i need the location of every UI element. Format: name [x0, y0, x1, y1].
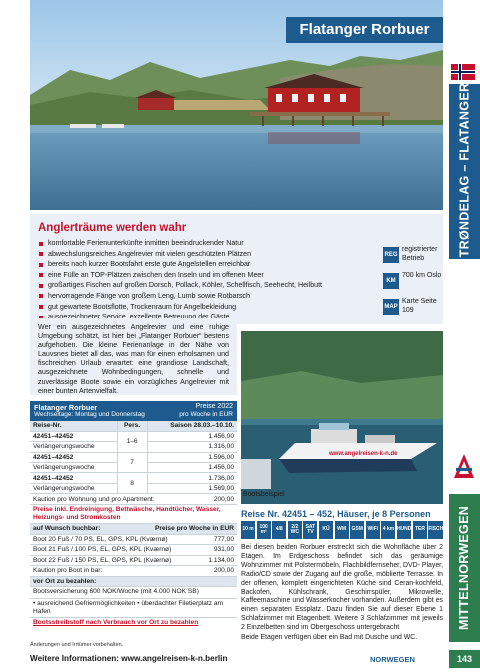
- feature-item: bereits nach kurzer Bootsfahrt erste gute Angelstellen erreichbar: [38, 259, 358, 270]
- wifi-icon: WiFi: [366, 521, 380, 539]
- boat-distance-icon: 4 km: [381, 521, 395, 539]
- washer-icon: WM: [335, 521, 349, 539]
- fact-distance: KM 700 km Oslo: [383, 272, 443, 296]
- price-grid: [30, 421, 237, 494]
- bath-icon: 2/2 WC: [288, 521, 302, 539]
- table-row: Verlängerungswoche 1.569,00: [30, 483, 237, 493]
- on-site-insurance: Bootsversicherung 600 NOK/Woche (mit 4.000 NOK SB): [30, 587, 237, 598]
- house-description-bath: Beide Etagen verfügen über ein Bad mit Dusche und WC.: [241, 634, 418, 642]
- intro-text: Wer ein ausgezeichnetes Angelrevier und eine ruhige Umgebung schätzt, ist hier bei „Flatanger Rorbuer“ bestens aufgehoben. Die kleine Ferienanlage in der Nähe von Lauvsnes bietet all das, was man für einen erholsamen und fischreichen Urlaub erwartet: eine grandiose Landschaft, ausgezeichnete Wohnbedingungen, schnelle und zuverlässige Boote sowie ein vorzügliches Angelrevier mit einer bunten Artenvielfalt.: [38, 323, 229, 395]
- distance-icon: KM: [383, 273, 399, 289]
- on-site-header: vor Ort zu bezahlen:: [30, 577, 237, 588]
- included-note: Preise inkl. Endreinigung, Bettwäsche, Handtücher, Wasser, Heizungs- und Stromkosten: [30, 505, 237, 524]
- boat-illustration: [241, 331, 443, 504]
- boats-header-row: auf Wunsch buchbar: Preise pro Woche in EUR: [30, 524, 237, 535]
- fuel-note: Bootsstreibstoff nach Verbrauch vor Ort zu bezahlen: [33, 619, 199, 627]
- footer-link[interactable]: Weitere Informationen: www.angelreisen-k-n.berlin: [30, 654, 228, 663]
- price-table: [30, 401, 237, 628]
- page-title: Flatanger Rorbuer: [286, 17, 443, 43]
- terrace-icon: TER: [413, 521, 427, 539]
- boat-deposit-row: Kaution pro Boot in bar: 200,00: [30, 566, 237, 577]
- angelreisen-logo-icon: [452, 452, 476, 480]
- beds-icon: 4/8: [272, 521, 286, 539]
- region-label: TRØNDELAG – FLATANGER: [457, 82, 471, 258]
- boat-photo: [241, 331, 443, 504]
- features-heading: Anglerträume werden wahr: [38, 222, 187, 234]
- fact-registered: REG registrierter Betrieb: [384, 246, 438, 262]
- photo-caption: Bootsbeispiel: [243, 491, 285, 498]
- boat-row: Boot 22 Fuß / 150 PS, EL, GPS, KPL (Kværnø) 1.134,00: [30, 556, 237, 567]
- house-title: Reise Nr. 42451 – 452, Häuser, je 8 Personen: [241, 509, 431, 519]
- feature-item: gut gewartete Bootsflotte, Trockenraum für Angelbekleidung: [38, 302, 358, 313]
- side-bar: [449, 0, 480, 672]
- distance-sea-icon: 10 m: [241, 521, 255, 539]
- kitchen-icon: KÜ: [319, 521, 333, 539]
- registered-icon: REG: [383, 247, 399, 263]
- table-header-row: Reise-Nr. Pers. Saison 28.03.–10.10.: [30, 421, 237, 431]
- house-description-text: Bei diesen beiden Rorbuer erstreckt sich die Wohnfläche über 2 Etagen. Im Erdgeschoss befindet sich das geräumige Wohnzimmer mit Polstermöbeln, Flachbildfernseher, DVD- Player, Radio/CD sowie der Zugang auf die große, möblierte Terrasse. In der offenen, komplett eingerichteten Küche sind Ceran-kochfeld, Backofen, Kühlschrank, Geschirrspüler, Mikrowelle, Kaffeemaschine und Wasserkocher vorhanden. Außerdem gibt es einen separaten Essplatz. Dazu finden Sie auf dieser Ebene 1 Schlafzimmer mit Etagenbett. Weitere 3 Schlafzimmer mit jeweils 2 Einzelbetten sind im Obergeschoss untergebracht: [241, 544, 443, 632]
- boat-hull-text: www.angelreisen-k-n.de: [329, 451, 398, 457]
- feature-item: eine Fülle an TOP-Plätzen zwischen den Inseln und im offenen Meer: [38, 270, 358, 281]
- area-icon: 100 m²: [257, 521, 271, 539]
- house-description: [241, 544, 443, 643]
- norway-flag-icon: [451, 64, 475, 80]
- price-table-header: Flatanger Rorbuer Wechseltage: Montag und Donnerstag Preise 2022 pro Woche in EUR: [30, 401, 237, 421]
- deposit-row: Kaution pro Wohnung und pro Apartment: 200,00: [30, 494, 237, 505]
- feature-item: hervorragende Fänge von großem Leng, Lumb sowie Rotbarsch: [38, 291, 358, 302]
- amenity-icons: [241, 521, 443, 541]
- footnote: Änderungen und Irrtümer vorbehalten.: [30, 642, 124, 648]
- fact-map[interactable]: MAP Karte Seite 109: [384, 298, 437, 314]
- on-site-facilities: • ausreichend Gefriermöglichkeiten • überdachter Filetierplatz am Hafen: [30, 599, 237, 619]
- table-row: 42451–42452 7 1.596,00: [30, 452, 237, 462]
- feature-item: komfortable Ferienunterkünfte inmitten beeindruckender Natur: [38, 238, 358, 249]
- tv-icon: SAT TV: [303, 521, 317, 539]
- table-row: Verlängerungswoche 1.456,00: [30, 463, 237, 473]
- table-row: 42451–42452 1–6 1.456,00: [30, 431, 237, 441]
- footer-country: NORWEGEN: [370, 655, 415, 664]
- boat-row: Boot 21 Fuß / 100 PS, EL, GPS, KPL (Kværnø) 931,00: [30, 545, 237, 556]
- feature-item: abwechslungsreiches Angelrevier mit vielen geschützten Plätzen: [38, 249, 358, 260]
- map-icon: MAP: [383, 299, 399, 315]
- features-list: [38, 238, 358, 323]
- pets-icon: HUND: [397, 521, 411, 539]
- section-label: MITTELNORWEGEN: [457, 505, 472, 631]
- features-panel: [30, 214, 443, 324]
- intro-box: [30, 318, 237, 395]
- table-row: 42451–42452 8 1.736,00: [30, 473, 237, 483]
- fish-icon: FISCH: [428, 521, 443, 539]
- feature-item: großartiges Fischen auf großen Dorsch, Pollack, Köhler, Schellfisch, Seehecht, Heilbutt: [38, 280, 358, 291]
- boat-row: Boot 20 Fuß / 70 PS, EL, GPS, KPL (Kværnø) 777,00: [30, 535, 237, 546]
- facts-box: [383, 246, 443, 324]
- page-number: 143: [449, 650, 480, 668]
- dishwasher-icon: GSM: [350, 521, 364, 539]
- table-row: Verlängerungswoche 1.316,00: [30, 442, 237, 452]
